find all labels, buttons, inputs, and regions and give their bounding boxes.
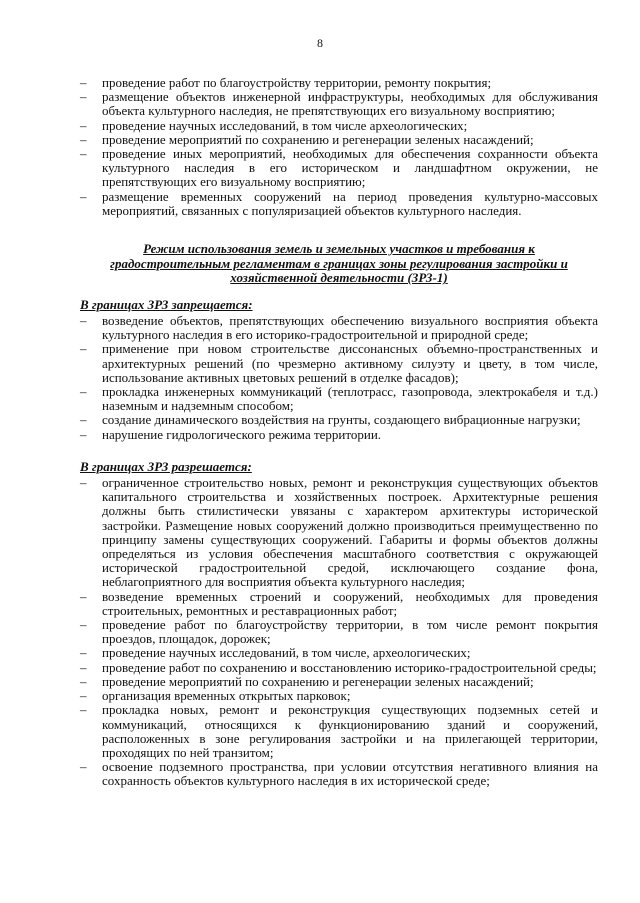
document-body [80, 76, 598, 789]
permitted-list [80, 476, 598, 788]
prohibited-heading: В границах ЗРЗ запрещается: [80, 296, 253, 312]
section-title: Режим использования земель и земельных участков и требования к градостроительным регламентам в границах зоны регулирования застройки и хозяйственной деятельности (ЗРЗ-1) [110, 241, 568, 286]
list-item: – ограниченное строительство новых, ремонт и реконструкция существующих объектов капитального строительства и хозяйственных построек. Архитектурные решения должны быть стилистически увязаны с характером архитектуры исторической застройки. Размещение новых сооружений должно производиться преимущественно по принципу замены существующих сооружений. Габариты и формы объектов должны определяться из условия обеспечения масштабного соответствия с окружающей исторической градостроительной средой, исключающего создание фона, неблагоприятного для восприятия объекта культурного наследия; [80, 476, 598, 590]
list-item: – прокладка новых, ремонт и реконструкция существующих подземных сетей и коммуникаций, относящихся к функционированию зданий и сооружений, расположенных в зоне регулирования застройки и на прилегающей территории, проходящих по ней транзитом; [80, 703, 598, 760]
prohibited-list [80, 314, 598, 442]
list-item: – проведение мероприятий по сохранению и регенерации зеленых насаждений; [80, 133, 598, 147]
list-item: – применение при новом строительстве диссонансных объемно-пространственных и архитектурных решений (по чрезмерно активному силуэту и цвету, в том числе, использование активных цветовых решений в отделке фасадов); [80, 342, 598, 385]
list-item: – проведение работ по благоустройству территории, ремонту покрытия; [80, 76, 598, 90]
page-number: 8 [317, 36, 323, 50]
list-item: – проведение работ по благоустройству территории, в том числе ремонт покрытия проездов, площадок, дорожек; [80, 618, 598, 646]
list-item: – проведение научных исследований, в том числе, археологических; [80, 646, 598, 660]
list-item: – нарушение гидрологического режима территории. [80, 428, 598, 442]
list-item: – возведение объектов, препятствующих обеспечению визуального восприятия объекта культурного наследия в его историко-градостроительной и природной среде; [80, 314, 598, 342]
list-item: – освоение подземного пространства, при условии отсутствия негативного влияния на сохранность объектов культурного наследия в их исторической среде; [80, 760, 598, 788]
list-item: – возведение временных строений и сооружений, необходимых для проведения строительных, ремонтных и реставрационных работ; [80, 590, 598, 618]
list-item: – проведение мероприятий по сохранению и регенерации зеленых насаждений; [80, 675, 598, 689]
list-item: – проведение работ по сохранению и восстановлению историко-градостроительной среды; [80, 661, 598, 675]
list-item: – проведение научных исследований, в том числе археологических; [80, 119, 598, 133]
list-item: – прокладка инженерных коммуникаций (теплотрасс, газопровода, электрокабеля и т.д.) наземным и надземным способом; [80, 385, 598, 413]
list-item: – размещение временных сооружений на период проведения культурно-массовых мероприятий, связанных с популяризацией объектов культурного наследия. [80, 190, 598, 218]
list-item: – проведение иных мероприятий, необходимых для обеспечения сохранности объекта культурного наследия в его историческом и ландшафтном окружении, не препятствующих его визуальному восприятию; [80, 147, 598, 190]
list-item: – организация временных открытых парковок; [80, 689, 598, 703]
list-item: – создание динамического воздействия на грунты, создающего вибрационные нагрузки; [80, 413, 598, 427]
intro-list [80, 76, 598, 218]
permitted-heading: В границах ЗРЗ разрешается: [80, 458, 252, 474]
list-item: – размещение объектов инженерной инфраструктуры, необходимых для обслуживания объекта культурного наследия, не препятствующих его визуальному восприятию; [80, 90, 598, 118]
